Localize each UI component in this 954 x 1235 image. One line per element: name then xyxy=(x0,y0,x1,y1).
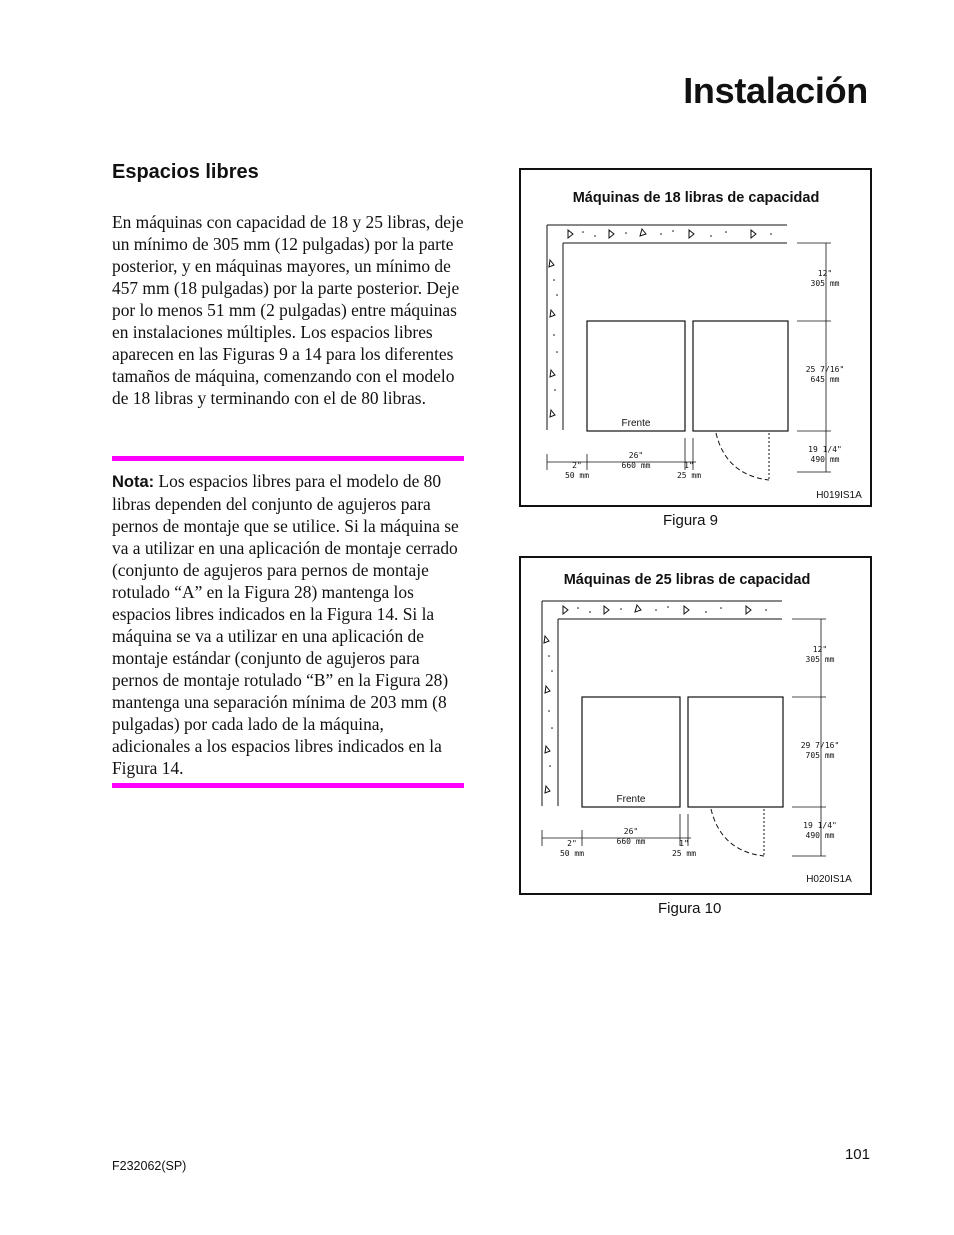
wall-gap-in: 2" xyxy=(572,461,582,470)
footer-doc-code: F232062(SP) xyxy=(112,1159,187,1173)
figure-title: Máquinas de 25 libras de capacidad xyxy=(563,572,811,588)
machine-left xyxy=(587,321,685,431)
wall-gap-mm: 50 mm xyxy=(559,849,585,858)
door-clearance-mm: 490 mm xyxy=(805,831,835,840)
door-clearance-in: 19 1/4" xyxy=(808,445,842,454)
figure-10-box xyxy=(519,556,872,895)
figure-9-diagram xyxy=(521,170,870,505)
wall-gap-in: 2" xyxy=(567,839,577,848)
machine-left xyxy=(582,697,680,807)
note-block xyxy=(112,470,464,779)
width-mm: 660 mm xyxy=(616,837,646,846)
section-heading: Espacios libres xyxy=(112,161,259,183)
figure-code: H019IS1A xyxy=(816,490,862,501)
rear-clearance-in: 12" xyxy=(817,269,833,278)
machine-gap-in: 1" xyxy=(684,461,694,470)
machine-right xyxy=(693,321,788,431)
depth-mm: 705 mm xyxy=(805,751,835,760)
figure-9-caption: Figura 9 xyxy=(663,512,719,529)
page-title: Instalación xyxy=(683,70,868,111)
front-label: Frente xyxy=(616,794,646,805)
note-label: Nota: xyxy=(112,473,155,491)
rear-clearance-mm: 305 mm xyxy=(810,279,840,288)
figure-10-caption: Figura 10 xyxy=(658,900,722,917)
wall-gap-mm: 50 mm xyxy=(564,471,590,480)
front-label: Frente xyxy=(621,418,651,429)
machine-gap-mm: 25 mm xyxy=(671,849,697,858)
depth-in: 25 7/16" xyxy=(805,365,845,374)
depth-mm: 645 mm xyxy=(810,375,840,384)
width-mm: 660 mm xyxy=(621,461,651,470)
figure-code: H020IS1A xyxy=(806,874,852,885)
rear-clearance-in: 12" xyxy=(812,645,828,654)
door-clearance-mm: 490 mm xyxy=(810,455,840,464)
machine-right xyxy=(688,697,783,807)
note-bottom-rule xyxy=(112,783,464,788)
door-swing xyxy=(716,433,769,480)
note-text: Los espacios libres para el modelo de 80 libras dependen del conjunto de agujeros para pernos de montaje que se utilice. Si la máquina se va a utilizar en una aplicación de montaje cerrado (conjunto de agujeros para pernos de montaje rotulado “A” en la Figura 28) mantenga los espacios libres indicados en la Figura 14. Si la máquina se va a utilizar en una aplicación de montaje estándar (conjunto de agujeros para pernos de montaje rotulado “B” en la Figura 28) mantenga una separación mínima de 203 mm (8 pulgadas) por cada lado de la máquina, adicionales a los espacios libres indicados en la Figura 14. xyxy=(112,471,459,778)
figure-10-diagram xyxy=(521,558,870,893)
width-in: 26" xyxy=(628,451,644,460)
rear-clearance-mm: 305 mm xyxy=(805,655,835,664)
machine-gap-in: 1" xyxy=(679,839,689,848)
width-in: 26" xyxy=(623,827,639,836)
figure-title: Máquinas de 18 libras de capacidad xyxy=(572,190,820,206)
wall-hatch xyxy=(542,601,782,806)
door-swing xyxy=(711,809,764,856)
body-paragraph: En máquinas con capacidad de 18 y 25 libras, deje un mínimo de 305 mm (12 pulgadas) por la parte posterior, y en máquinas mayores, un mínimo de 457 mm (18 pulgadas) por la parte posterior. Deje por lo menos 51 mm (2 pulgadas) entre máquinas en instalaciones múltiples. Los espacios libres aparecen en las Figuras 9 a 14 para los diferentes tamaños de máquina, comenzando con el modelo de 18 libras y terminando con el de 80 libras. xyxy=(112,212,464,408)
wall-speckle xyxy=(553,230,772,391)
wall-speckle xyxy=(548,606,767,767)
wall-hatch xyxy=(547,225,787,430)
machine-gap-mm: 25 mm xyxy=(676,471,702,480)
figure-9-box xyxy=(519,168,872,507)
note-top-rule xyxy=(112,456,464,461)
door-clearance-in: 19 1/4" xyxy=(803,821,837,830)
depth-in: 29 7/16" xyxy=(800,741,840,750)
page-number: 101 xyxy=(844,1146,870,1163)
